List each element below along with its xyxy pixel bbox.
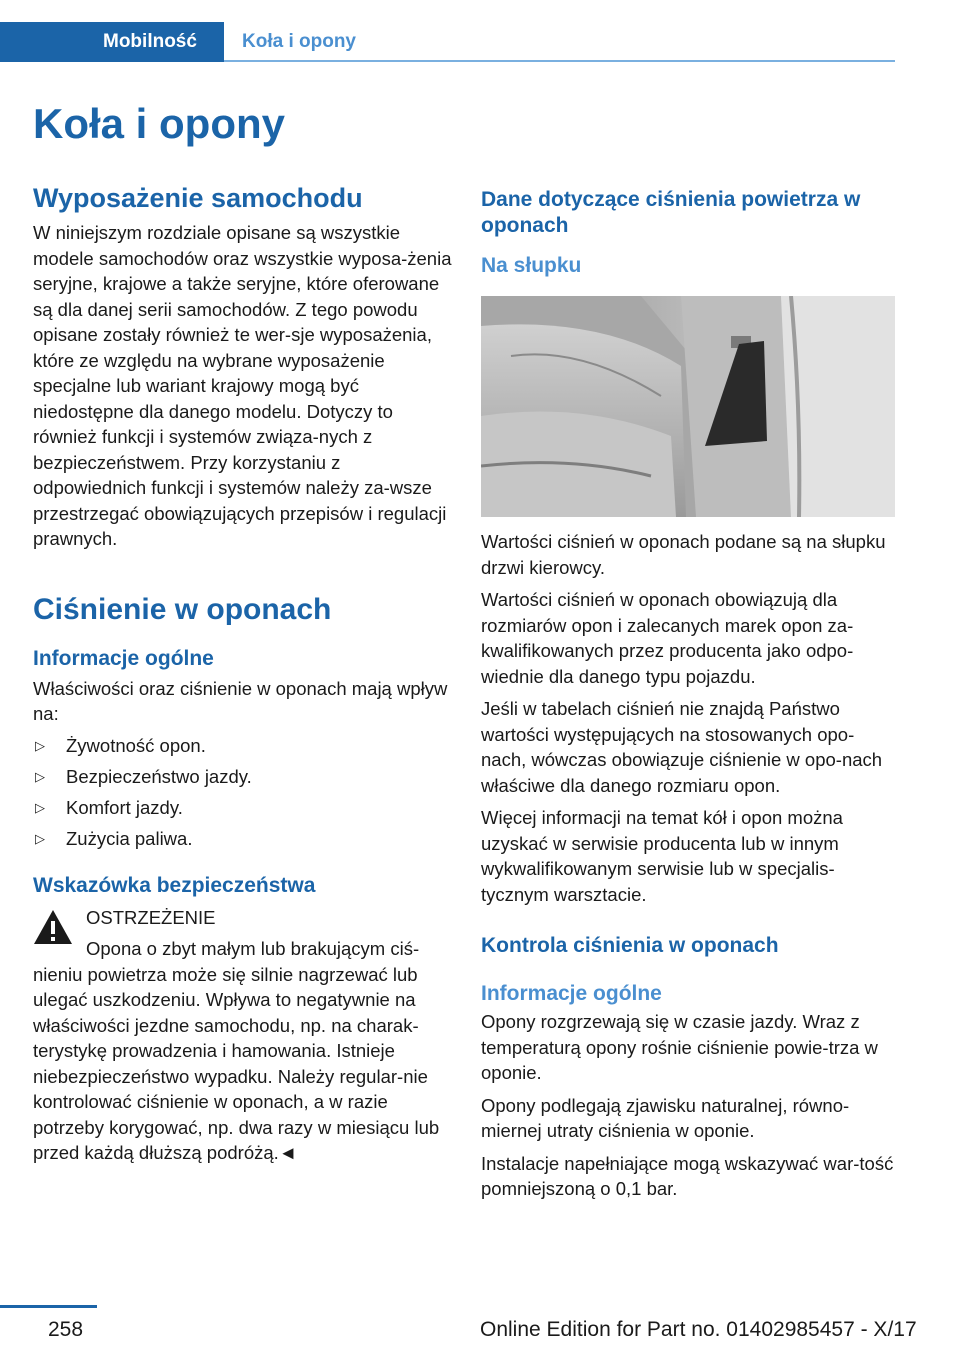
page-title: Koła i opony	[33, 100, 285, 147]
paragraph-missing-values: Jeśli w tabelach ciśnień nie znajdą Państwo wartości występujących na stosowanych opo-nach, wówczas obowiązuje ciśnienie w opo-nach właściwe dla danego rozmiaru opon.	[481, 698, 883, 796]
list-item-text: Zużycia paliwa.	[66, 827, 193, 849]
list-item-text: Żywotność opon.	[66, 734, 206, 756]
heading-pressure-check: Kontrola ciśnienia w oponach	[481, 934, 779, 957]
paragraph-filling-stations: Instalacje napełniające mogą wskazywać war-tość pomniejszoną o 0,1 bar.	[481, 1152, 894, 1199]
heading-on-pillar: Na słupku	[481, 254, 582, 277]
right-column	[481, 182, 895, 1202]
footer-divider	[0, 1305, 97, 1308]
list-item	[33, 764, 453, 795]
breadcrumb-wheels-tyres[interactable]: Koła i opony	[242, 31, 356, 52]
paragraph-general-info: Właściwości oraz ciśnienie w oponach mają wpływ na:	[33, 677, 448, 724]
warning-triangle-icon	[33, 909, 73, 945]
heading-general-info-2: Informacje ogólne	[481, 982, 662, 1005]
paragraph-pillar-values: Wartości ciśnień w oponach podane są na słupku drzwi kierowcy.	[481, 531, 886, 578]
triangle-bullet-icon: ▷	[35, 830, 45, 846]
paragraph-tyres-warm: Opony rozgrzewają się w czasie jazdy. Wraz z temperaturą opony rośnie ciśnienie powie-trza w oponie.	[481, 1011, 878, 1083]
paragraph-valid-sizes: Wartości ciśnień w oponach obowiązują dla rozmiarów opon i zalecanych marek opon za-kwalifikowanych przez producenta jako odpo-wiednie dla danego typu pojazdu.	[481, 589, 854, 687]
paragraph-pressure-loss: Opony podlegają zjawisku naturalnej, równo-miernej utraty ciśnienia w oponie.	[481, 1094, 850, 1141]
list-item	[33, 795, 453, 826]
heading-vehicle-equipment: Wyposażenie samochodu	[33, 183, 363, 213]
breadcrumb-mobility[interactable]: Mobilność	[0, 22, 224, 62]
list-item-text: Bezpieczeństwo jazdy.	[66, 765, 252, 787]
heading-safety-note: Wskazówka bezpieczeństwa	[33, 873, 316, 897]
warning-text-first-line: Opona o zbyt małym lub brakującym ciś-	[86, 938, 420, 959]
paragraph-more-info: Więcej informacji na temat kół i opon można uzyskać w serwisie producenta lub w innym wykwalifikowanym serwisie lub w specjalis-tycznym warsztacie.	[481, 807, 843, 905]
list-item-text: Komfort jazdy.	[66, 796, 183, 818]
left-column	[33, 182, 453, 1166]
page-number: 258	[48, 1318, 84, 1341]
triangle-bullet-icon: ▷	[35, 768, 45, 784]
warning-title: OSTRZEŻENIE	[86, 906, 216, 928]
heading-general-info: Informacje ogólne	[33, 646, 214, 670]
header-bar	[0, 0, 895, 62]
door-pillar-photo	[481, 296, 895, 517]
header-divider	[224, 60, 895, 62]
triangle-bullet-icon: ▷	[35, 737, 45, 753]
heading-pressure-data: Dane dotyczące ciśnienia powietrza w oponach	[481, 188, 861, 237]
list-item	[33, 826, 453, 857]
paragraph-vehicle-equipment: W niniejszym rozdziale opisane są wszystkie modele samochodów oraz wszystkie wyposa-żenia seryjne, krajowe a także seryjne, które oferowane są dla danej serii samochodów. Z tego powodu opisane zostały również te wer-sje wyposażenia, które ze względu na wybrane wyposażenie specjalne lub wariant krajowy mogą być niedostępne dla danego modelu. Dotyczy to również funkcji i systemów związa-nych z bezpieczeństwem. Przy korzystaniu z odpowiednich funkcji i systemów należy za-wsze przestrzegać obowiązujących przepisów i regulacji prawnych.	[33, 222, 452, 549]
warning-text: nieniu powietrza może się silnie nagrzewać lub ulegać uszkodzeniu. Wpływa to negatywnie na właściwości jezdne samochodu, np. na charak-terystykę prowadzenia i hamowania. Istnieje niebezpieczeństwo wypadku. Należy regular-nie kontrolować ciśnienie w oponach, a w razie potrzeby korygować, np. dwa razy w miesiącu lub przed każdą dłuższą podróżą.◄	[33, 963, 440, 1163]
heading-tyre-pressure: Ciśnienie w oponach	[33, 592, 332, 626]
influence-list	[33, 733, 453, 857]
triangle-bullet-icon: ▷	[35, 799, 45, 815]
list-item	[33, 733, 453, 764]
warning-block	[33, 905, 453, 1166]
edition-note: Online Edition for Part no. 01402985457 - X/17	[480, 1318, 917, 1341]
